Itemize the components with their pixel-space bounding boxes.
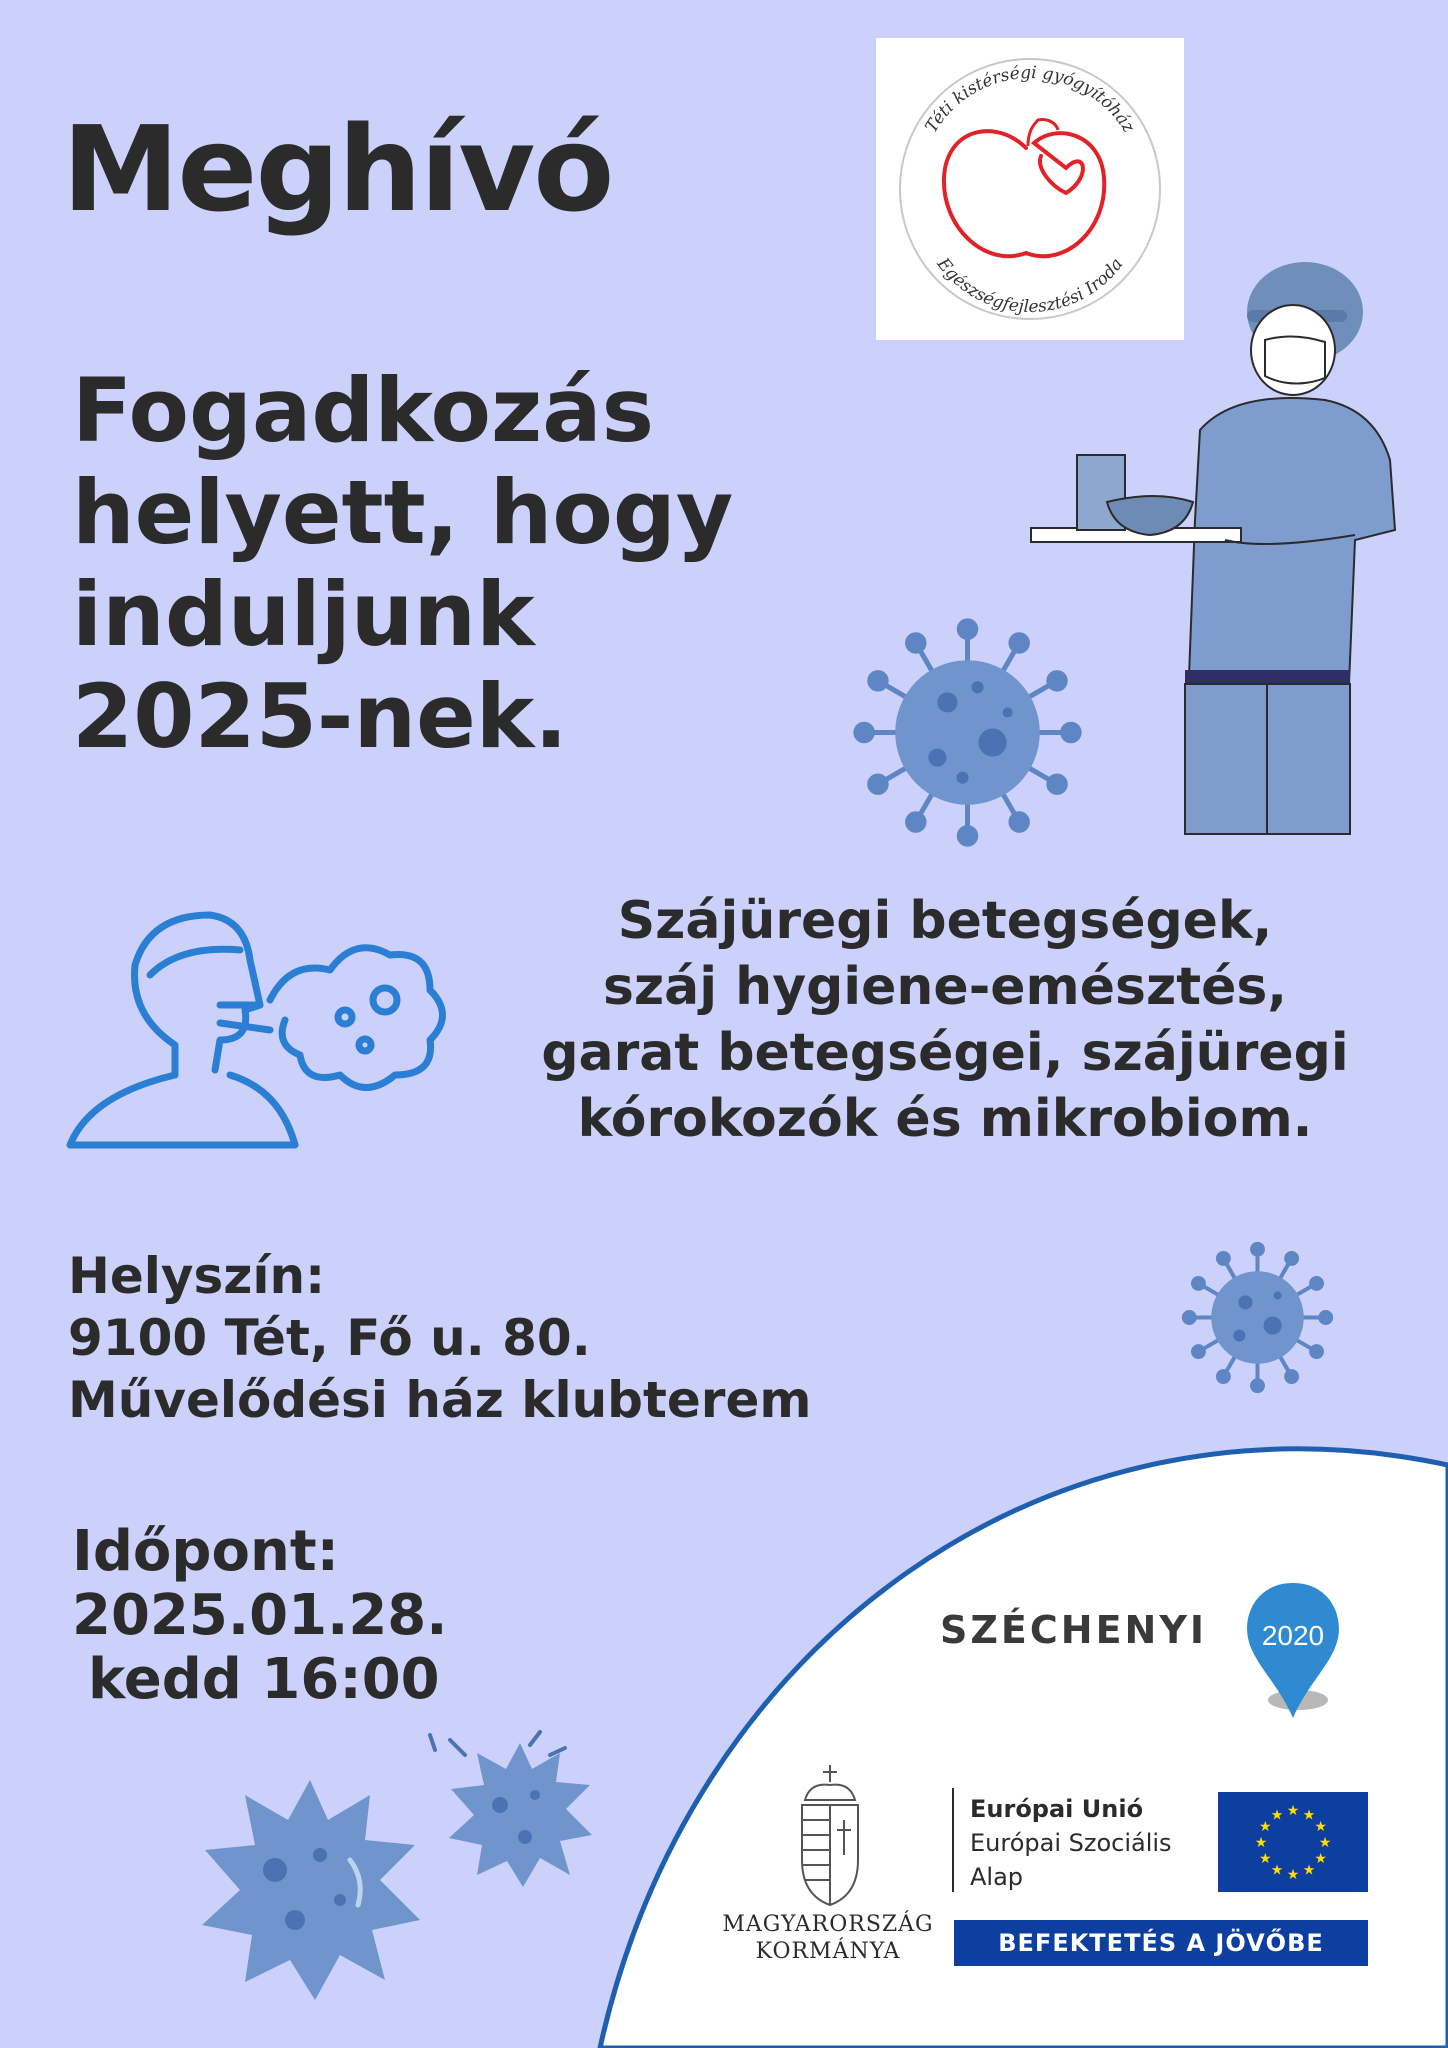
virus-spike-tip [1063, 724, 1079, 740]
virus-spike-tip [1252, 1244, 1263, 1255]
svg-text:Téti kistérségi gyógyítóház [922, 63, 1139, 137]
topics [440, 888, 1448, 1152]
government-line2: KORMÁNYA [755, 1939, 901, 1964]
slogan-banner: BEFEKTETÉS A JÖVŐBE [954, 1920, 1368, 1966]
eu-line2: Európai Szociális [970, 1829, 1172, 1857]
time-label: Időpont: [72, 1519, 339, 1584]
eu-star: ★ [1259, 1851, 1272, 1867]
eu-line3: Alap [970, 1863, 1024, 1891]
location-address: 9100 Tét, Fő u. 80. [68, 1309, 591, 1367]
eu-star: ★ [1302, 1807, 1316, 1824]
virus-spike-tip [1286, 1253, 1297, 1264]
virus-spike-tip [1011, 635, 1027, 651]
virus-spike-tip [959, 828, 975, 844]
szechenyi-pin-icon [1238, 1578, 1348, 1728]
virus-spike-tip [1252, 1380, 1263, 1391]
eu-label [970, 1792, 1172, 1894]
topic-line: száj hygiene-emésztés, [602, 957, 1288, 1017]
event-time [72, 1520, 448, 1712]
eu-line1: Európai Unió [970, 1795, 1144, 1823]
virus-spike-tip [1193, 1346, 1204, 1357]
virus-spike-tip [1286, 1371, 1297, 1382]
government-label [718, 1912, 938, 1964]
headline-line: Fogadkozás [72, 359, 654, 462]
virus-spike-tip [1049, 673, 1065, 689]
virus-spike-tip [1311, 1278, 1322, 1289]
eu-flag-icon [1218, 1792, 1368, 1892]
hungarian-coat-of-arms-icon [790, 1760, 870, 1910]
eu-star: ★ [1314, 1851, 1327, 1867]
divider [952, 1788, 954, 1892]
virus-spike-tip [1011, 814, 1027, 830]
szechenyi-label: SZÉCHENYI [940, 1608, 1207, 1652]
eu-star: ★ [1259, 1819, 1272, 1835]
headline-line: helyett, hogy [72, 461, 734, 564]
szechenyi-badge: 2020 [1261, 1620, 1325, 1651]
headline-line: 2025-nek. [72, 665, 568, 768]
virus-spike-tip [1320, 1312, 1331, 1323]
page-title: Meghívó [62, 100, 613, 238]
eu-star: ★ [1254, 1835, 1268, 1851]
virus-spike-tip [1218, 1253, 1229, 1264]
government-line1: MAGYARORSZÁG [722, 1912, 934, 1937]
virus-spike-tip [908, 814, 924, 830]
virus-icon [1180, 1240, 1335, 1395]
virus-spike-tip [1049, 776, 1065, 792]
virus-spike-tip [1311, 1346, 1322, 1357]
event-day-time: kedd 16:00 [88, 1647, 440, 1712]
eu-star: ★ [1318, 1835, 1332, 1851]
virus-spike-tip [856, 724, 872, 740]
virus-icon [850, 615, 1085, 850]
event-date: 2025.01.28. [72, 1583, 448, 1648]
eu-stars [1218, 1792, 1368, 1892]
eu-star: ★ [1270, 1862, 1284, 1879]
eu-star: ★ [1314, 1819, 1327, 1835]
virus-spike-tip [1184, 1312, 1195, 1323]
eu-star: ★ [1302, 1862, 1316, 1879]
location-venue: Művelődési ház klubterem [68, 1371, 812, 1429]
topic-line: Szájüregi betegségek, [617, 891, 1273, 951]
sparkle-lines [370, 1710, 620, 1830]
cough-icon [60, 905, 480, 1155]
headline-line: induljunk [72, 563, 535, 666]
virus-spike-tip [870, 673, 886, 689]
logo-bottom-text: Egészségfejlesztési Iroda [932, 254, 1128, 318]
eu-star: ★ [1286, 1803, 1300, 1819]
location [68, 1245, 811, 1431]
logo-top-text: Téti kistérségi gyógyítóház [921, 62, 1139, 137]
virus-spike-tip [959, 621, 975, 637]
headline [72, 360, 733, 768]
eu-star: ★ [1270, 1807, 1284, 1824]
virus-spike-tip [1218, 1371, 1229, 1382]
eu-star: ★ [1286, 1867, 1300, 1883]
location-label: Helyszín: [68, 1247, 326, 1305]
virus-spike-tip [1193, 1278, 1204, 1289]
virus-spike-tip [870, 776, 886, 792]
topic-line: kórokozók és mikrobiom. [577, 1089, 1313, 1149]
virus-spike-tip [908, 635, 924, 651]
topic-line: garat betegségei, szájüregi [541, 1023, 1349, 1083]
